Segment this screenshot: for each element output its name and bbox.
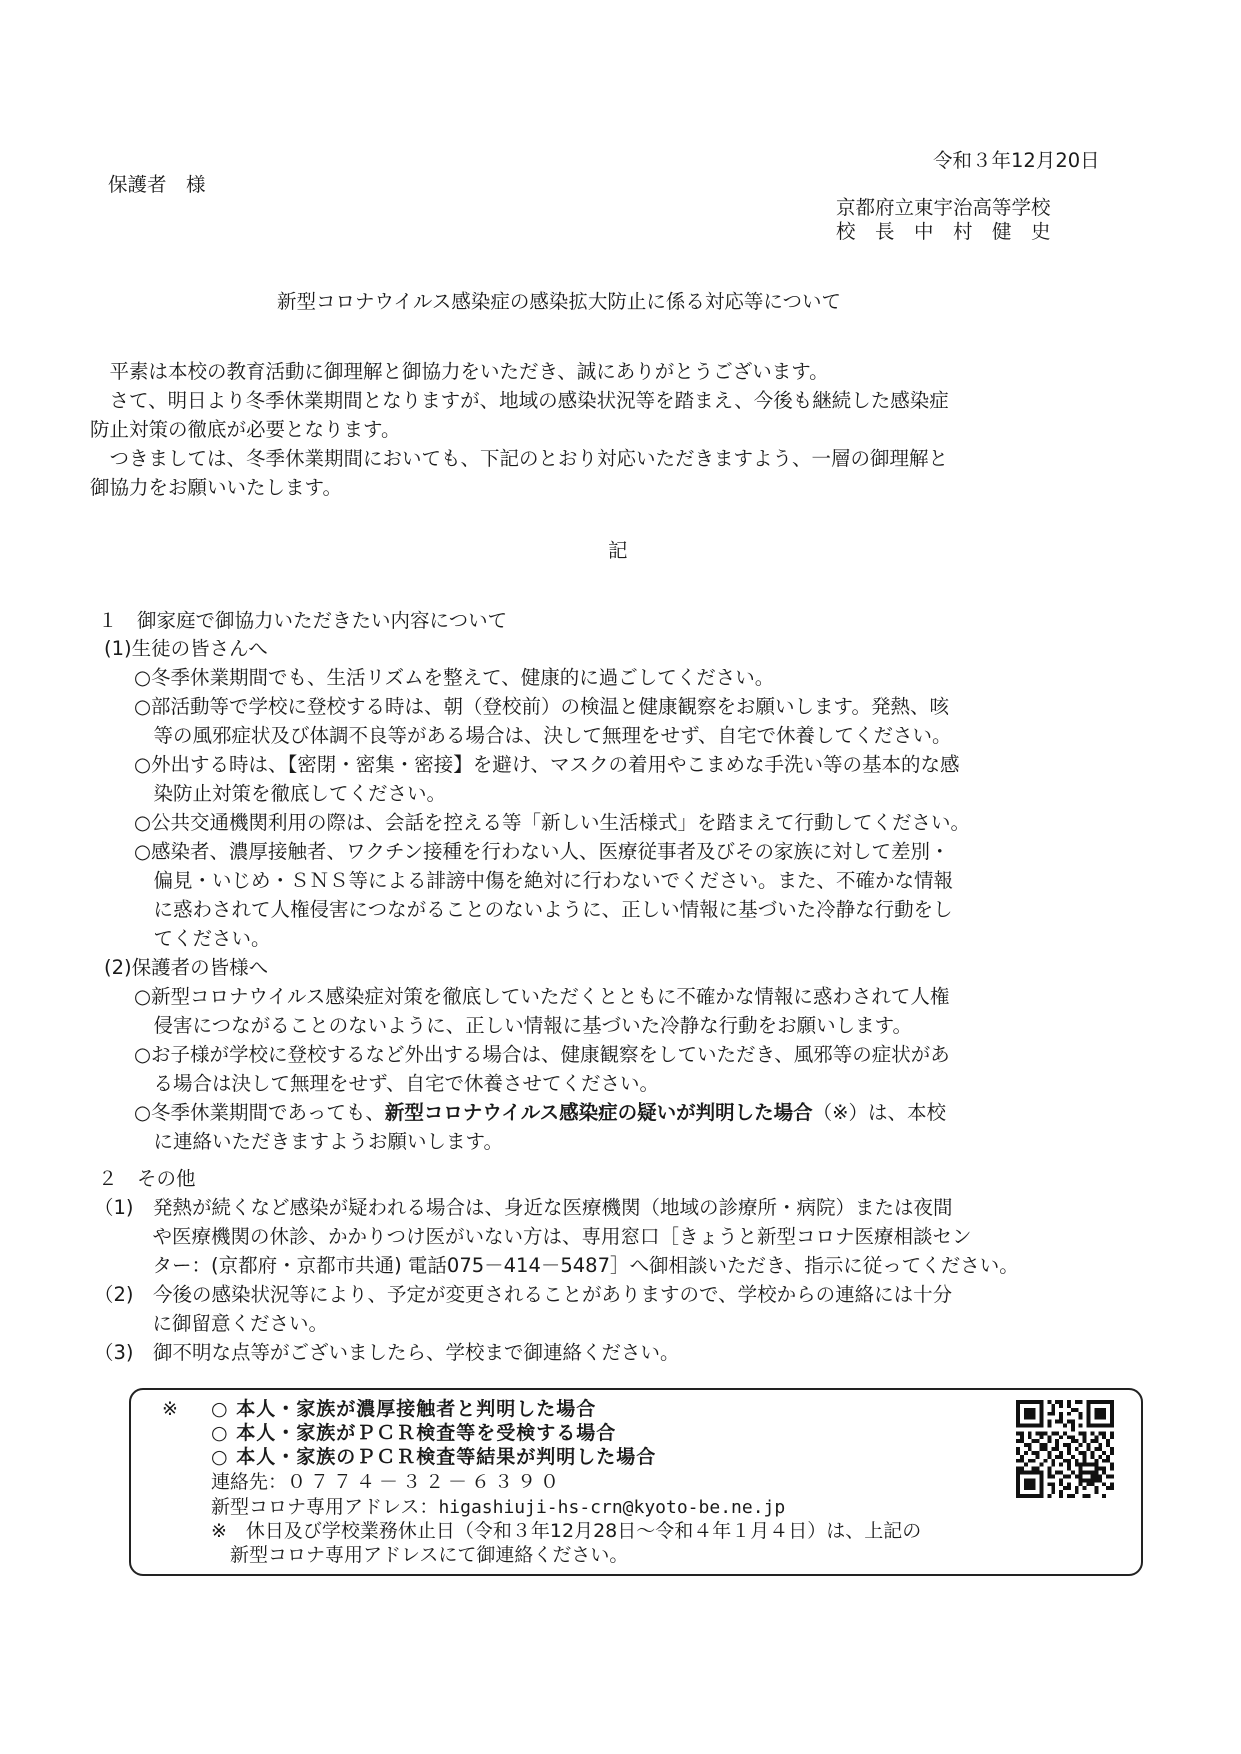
list-item-continuation: 等の風邪症状及び体調不良等がある場合は、決して無理をせず、自宅で休養してください。 [134, 724, 952, 747]
section-2-heading: ２ その他 [98, 1167, 196, 1190]
list-item: ○お子様が学校に登校するなど外出する場合は、健康観察をしていただき、風邪等の症状があ [134, 1043, 950, 1066]
holiday-note-continuation: 新型コロナ専用アドレスにて御連絡ください。 [211, 1544, 629, 1566]
list-item: ○感染者、濃厚接触者、ワクチン接種を行わない人、医療従事者及びその家族に対して差別・ [134, 840, 950, 863]
school-name: 京都府立東宇治高等学校 [836, 196, 1051, 219]
list-item: ○外出する時は、【密閉・密集・密接】を避け、マスクの着用やこまめな手洗い等の基本的な感 [134, 753, 960, 776]
notice-item: ○ 本人・家族がＰＣＲ検査等を受検する場合 [211, 1422, 617, 1444]
notice-mark: ※ [162, 1398, 178, 1420]
section-1-heading: １ 御家庭で御協力いただきたい内容について [98, 609, 508, 632]
other-item: （3) 御不明な点等がございましたら、学校まで御連絡ください。 [94, 1341, 680, 1364]
other-item: （2) 今後の感染状況等により、予定が変更されることがありますので、学校からの連絡には十分 [94, 1283, 953, 1306]
contact-phone: ０７７４－３２－６３９０ [287, 1471, 564, 1493]
recipient: 保護者 様 [108, 173, 206, 196]
list-item-continuation: に連絡いただきますようお願いします。 [134, 1130, 503, 1153]
list-item-text: ○冬季休業期間であっても、 [134, 1101, 385, 1124]
list-item-continuation: る場合は決して無理をせず、自宅で休養させてください。 [134, 1072, 659, 1095]
principal-name: 校 長 中 村 健 史 [836, 220, 1051, 243]
list-item: ○新型コロナウイルス感染症対策を徹底していただくとともに不確かな情報に惑わされて人権 [134, 985, 950, 1008]
list-item-continuation: 偏見・いじめ・ＳＮＳ等による誹謗中傷を絶対に行わないでください。また、不確かな情報 [134, 869, 954, 892]
intro-line: 防止対策の徹底が必要となります。 [90, 418, 401, 441]
list-item-continuation: てください。 [134, 927, 271, 950]
other-item-continuation: や医療機関の休診、かかりつけ医がいない方は、専用窓口［きょうと新型コロナ医療相談セン [94, 1225, 972, 1248]
list-item-text: （※）は、本校 [812, 1101, 947, 1124]
list-item-continuation: 侵害につながることのないように、正しい情報に基づいた冷静な行動をお願いします。 [134, 1014, 913, 1037]
contact-label: 連絡先： [211, 1471, 288, 1493]
other-item-continuation: ター：(京都府・京都市共通) 電話075－414－5487］へ御相談いただき、指示に従ってください。 [94, 1254, 1019, 1277]
notice-item: ○ 本人・家族が濃厚接触者と判明した場合 [211, 1398, 597, 1420]
email-address[interactable]: higashiuji-hs-crn@kyoto-be.ne.jp [438, 1497, 786, 1518]
notice-item: ○ 本人・家族のＰＣＲ検査等結果が判明した場合 [211, 1446, 657, 1468]
list-item-continuation: に惑わされて人権侵害につながることのないように、正しい情報に基づいた冷静な行動をし [134, 898, 953, 921]
intro-line: 御協力をお願いいたします。 [90, 476, 342, 499]
holiday-note: ※ 休日及び学校業務休止日（令和３年12月28日～令和４年１月４日）は、上記の [211, 1520, 922, 1542]
contact-line [211, 1470, 563, 1495]
document-date: 令和３年12月20日 [933, 149, 1100, 172]
qr-code-image [1016, 1400, 1114, 1498]
subsection-2-heading: (2)保護者の皆様へ [104, 956, 269, 979]
intro-line: さて、明日より冬季休業期間となりますが、地域の感染状況等を踏まえ、今後も継続した感染症 [90, 389, 949, 412]
list-item: ○冬季休業期間でも、生活リズムを整えて、健康的に過ごしてください。 [134, 666, 775, 689]
emphasized-text: 新型コロナウイルス感染症の疑いが判明した場合 [384, 1101, 813, 1124]
page-title: 新型コロナウイルス感染症の感染拡大防止に係る対応等について [277, 290, 841, 313]
intro-line: つきましては、冬季休業期間においても、下記のとおり対応いただきますよう、一層の御理解と [90, 447, 949, 470]
list-item-continuation: 染防止対策を徹底してください。 [134, 782, 447, 805]
qr-code[interactable] [1016, 1400, 1114, 1498]
email-label: 新型コロナ専用アドレス： [211, 1496, 439, 1518]
list-item: ○公共交通機関利用の際は、会話を控える等「新しい生活様式」を踏まえて行動してください。 [134, 811, 971, 834]
subsection-1-heading: (1)生徒の皆さんへ [104, 637, 268, 660]
ki-heading: 記 [608, 539, 628, 562]
list-item [134, 1098, 946, 1127]
email-line [211, 1495, 785, 1521]
other-item-continuation: に御留意ください。 [94, 1312, 329, 1335]
other-item: （1) 発熱が続くなど感染が疑われる場合は、身近な医療機関（地域の診療所・病院）または夜間 [94, 1196, 953, 1219]
intro-line: 平素は本校の教育活動に御理解と御協力をいただき、誠にありがとうございます。 [90, 360, 829, 383]
list-item: ○部活動等で学校に登校する時は、朝（登校前）の検温と健康観察をお願いします。発熱、咳 [134, 695, 949, 718]
